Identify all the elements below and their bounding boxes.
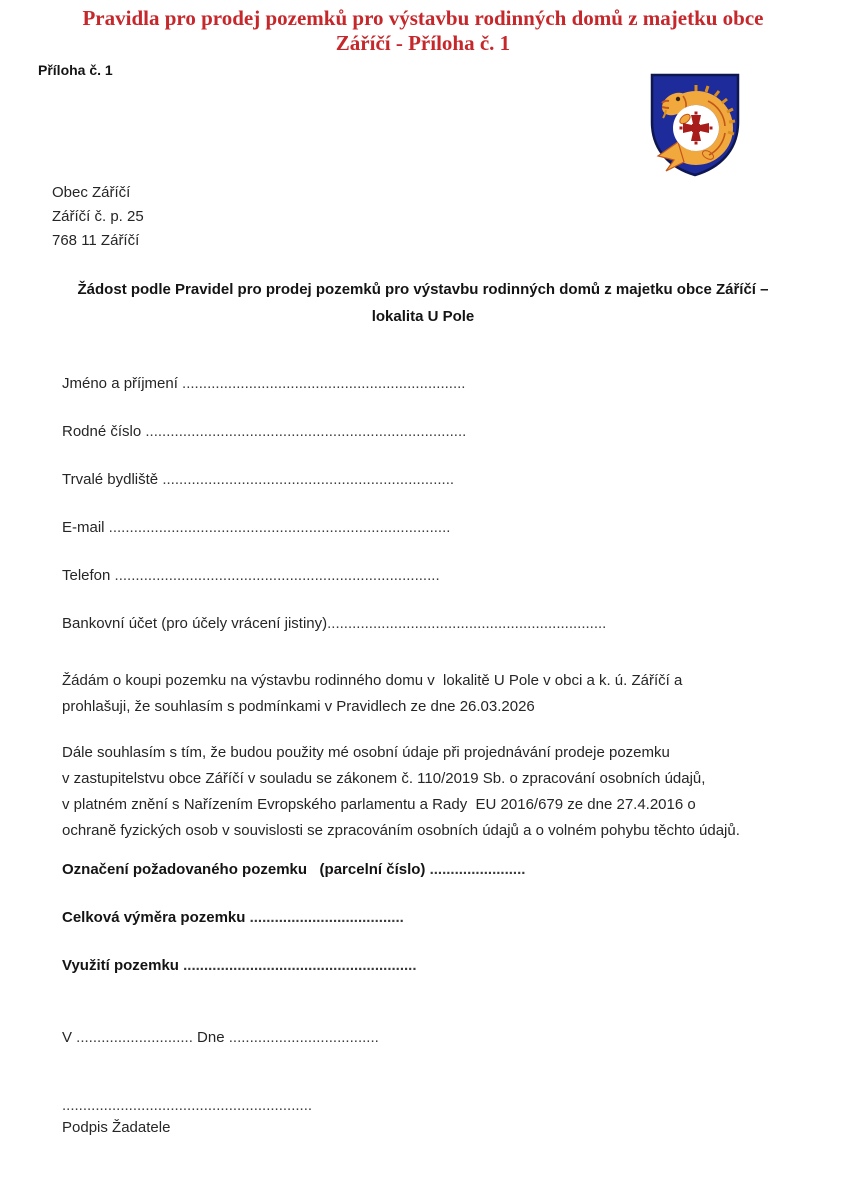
dotted-fill-line: .............................................................................. [110, 567, 440, 584]
dotted-fill-line: .................................................................................. [104, 519, 451, 536]
field-parcel-use [62, 956, 846, 976]
field-phone [62, 566, 846, 586]
signature-block [62, 1096, 846, 1140]
paragraph-line: ochraně fyzických osob v souvislosti se zpracováním osobních údajů a o volném pohybu těchto údajů. [62, 822, 740, 839]
request-heading [40, 276, 806, 330]
address-line-1: Obec Záříčí [52, 184, 131, 201]
dotted-fill-line: ....................... [425, 861, 526, 878]
field-label: Využití pozemku [62, 957, 179, 974]
page-title-line-2: Záříčí - Příloha č. 1 [335, 31, 511, 55]
date-dotted-line: .................................... [224, 1029, 379, 1046]
field-birth-number [62, 422, 846, 442]
address-line-2: Záříčí č. p. 25 [52, 208, 144, 225]
page-title-line-1: Pravidla pro prodej pozemků pro výstavbu rodinných domů z majetku obce [82, 6, 764, 30]
address-line-3: 768 11 Záříčí [52, 232, 140, 249]
paragraph-line: prohlašuji, že souhlasím s podmínkami v Pravidlech ze dne 26.03.2026 [62, 698, 535, 715]
field-label: Označení požadovaného pozemku (parcelní číslo) [62, 861, 426, 878]
field-label: Rodné číslo [62, 423, 142, 440]
field-label: Celková výměra pozemku [62, 909, 246, 926]
place-label: V [62, 1029, 73, 1046]
field-bank-account [62, 614, 846, 634]
field-label: Telefon [62, 567, 111, 584]
purchase-declaration-paragraph [62, 668, 822, 720]
parcel-fields [62, 860, 846, 976]
field-label: Trvalé bydliště [62, 471, 159, 488]
field-label: Bankovní účet (pro účely vrácení jistiny) [62, 615, 328, 632]
recipient-address [52, 181, 846, 253]
field-label: E-mail [62, 519, 105, 536]
signature-dotted-line: ............................................................ [62, 1097, 313, 1114]
dotted-fill-line: ........................................................ [178, 957, 417, 974]
gdpr-consent-paragraph [62, 740, 822, 844]
place-and-date-line [62, 1028, 846, 1048]
field-permanent-address [62, 470, 846, 490]
field-parcel-number [62, 860, 846, 880]
field-label: Jméno a příjmení [62, 375, 178, 392]
fish-eye [676, 97, 680, 101]
dotted-fill-line: ...................................................................... [158, 471, 455, 488]
paragraph-line: v zastupitelstvu obce Záříčí v souladu se zákonem č. 110/2019 Sb. o zpracování osobních údajů, [62, 770, 706, 787]
dotted-fill-line: ................................................................... [327, 615, 607, 632]
signature-label: Podpis Žadatele [62, 1119, 171, 1136]
page-title [0, 0, 846, 56]
attachment-label: Příloha č. 1 [38, 62, 113, 78]
field-email [62, 518, 846, 538]
place-dotted-line: ............................ [72, 1029, 198, 1046]
applicant-fields [62, 374, 846, 634]
request-heading-line-2: lokalita U Pole [371, 308, 475, 325]
field-name-surname [62, 374, 846, 394]
paragraph-line: v platném znění s Nařízením Evropského parlamentu a Rady EU 2016/679 ze dne 27.4.2016 o [62, 796, 696, 813]
dotted-fill-line: ............................................................................. [141, 423, 467, 440]
field-parcel-area [62, 908, 846, 928]
date-label: Dne [197, 1029, 225, 1046]
paragraph-line: Dále souhlasím s tím, že budou použity mé osobní údaje při projednávání prodeje pozemku [62, 744, 670, 761]
dotted-fill-line: ..................................... [245, 909, 404, 926]
municipal-coat-of-arms [648, 72, 742, 178]
paragraph-line: Žádám o koupi pozemku na výstavbu rodinného domu v lokalitě U Pole v obci a k. ú. Záříčí a [62, 672, 683, 689]
dotted-fill-line: .................................................................... [177, 375, 466, 392]
request-heading-line-1: Žádost podle Pravidel pro prodej pozemků pro výstavbu rodinných domů z majetku obce Záříčí – [77, 281, 769, 298]
